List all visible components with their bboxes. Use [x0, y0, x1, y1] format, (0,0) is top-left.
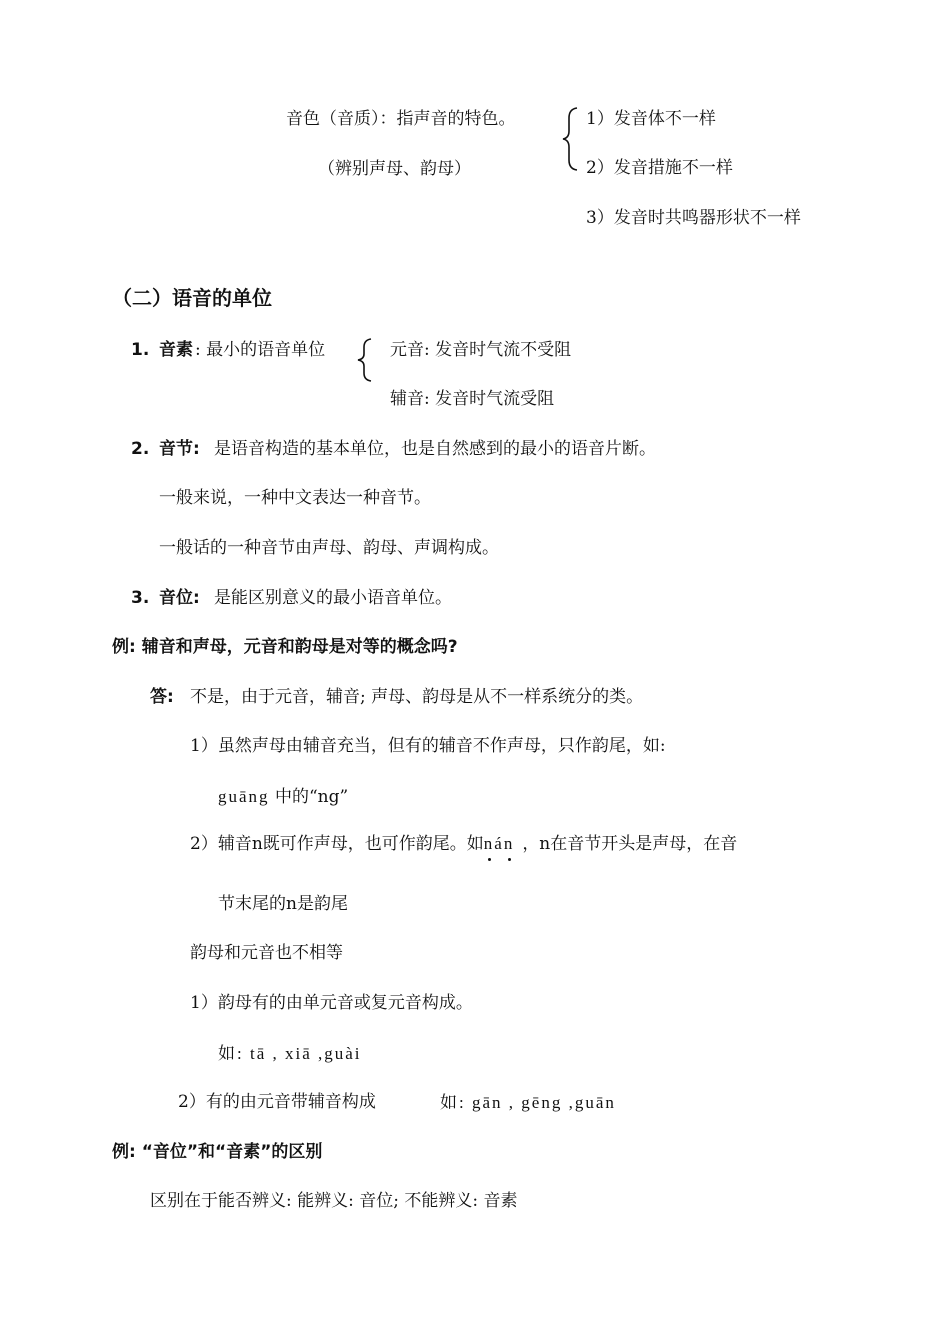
- answer-point-1-example: [218, 788, 348, 806]
- item3-term: 音位:: [159, 588, 200, 608]
- yunmu-point-1: 1）韵母有的由单元音或复元音构成。: [190, 993, 473, 1013]
- timbre-point-3: 3）发音时共鸣器形状不一样: [586, 208, 801, 228]
- pinyin-nan-vowel: á: [494, 834, 504, 853]
- item2-line3: 一般话的一种音节由声母、韵母、声调构成。: [159, 538, 499, 558]
- item1-desc: : 最小的语音单位: [195, 340, 326, 360]
- answer-point-2: [190, 835, 737, 853]
- yunmu-point-1-example: 如: tā , xiā ,guài: [218, 1044, 362, 1063]
- timbre-sub: （辨别声母、韵母）: [318, 159, 471, 179]
- pinyin-guang: guāng: [218, 787, 270, 806]
- pinyin-nan-initial-n: n: [483, 834, 495, 853]
- item1-number: 1.: [131, 340, 150, 360]
- example1-question: 例: 辅音和声母，元音和韵母是对等的概念吗?: [112, 637, 458, 657]
- answer-point-1: 1）虽然声母由辅音充当，但有的辅音不作声母，只作韵尾，如:: [190, 736, 666, 756]
- item1-term: 音素: [159, 340, 193, 360]
- example2-heading: 例: “音位”和“音素”的区别: [112, 1142, 323, 1162]
- item2-line2: 一般来说，一种中文表达一种音节。: [159, 488, 431, 508]
- timbre-point-1: 1）发音体不一样: [586, 109, 716, 129]
- brace-timbre: [561, 106, 581, 172]
- section-heading: （二）语音的单位: [112, 286, 272, 310]
- item2-desc: 是语音构造的基本单位，也是自然感到的最小的语音片断。: [214, 439, 656, 459]
- answer-label: 答:: [150, 687, 174, 707]
- item1-vowel: 元音: 发音时气流不受阻: [390, 340, 572, 360]
- item1-consonant: 辅音: 发音时气流受阻: [390, 389, 555, 409]
- item3-number: 3.: [131, 588, 150, 608]
- answer-point-2-cont: 节末尾的n是韵尾: [218, 894, 348, 914]
- pinyin-nan-final-n: n: [503, 834, 515, 853]
- answer-text: 不是，由于元音，辅音; 声母、韵母是从不一样系统分的类。: [190, 687, 644, 707]
- timbre-label: 音色（音质）：指声音的特色。: [286, 109, 516, 129]
- yunmu-point-2-example: 如: gān , gēng ,guān: [440, 1093, 616, 1112]
- yunmu-statement: 韵母和元音也不相等: [190, 943, 343, 963]
- item2-term: 音节:: [159, 439, 200, 459]
- timbre-point-2: 2）发音措施不一样: [586, 158, 733, 178]
- item2-number: 2.: [131, 439, 150, 459]
- answer-point-2-post: ，n在音节开头是声母，在音: [522, 834, 738, 854]
- answer-point-2-pre: 2）辅音n既可作声母，也可作韵尾。如: [190, 834, 484, 854]
- item3-desc: 是能区别意义的最小语音单位。: [214, 588, 452, 608]
- brace-phoneme: [355, 337, 375, 383]
- example2-text: 区别在于能否辨义: 能辨义: 音位; 不能辨义: 音素: [150, 1191, 518, 1211]
- yunmu-point-2: 2）有的由元音带辅音构成: [178, 1092, 376, 1112]
- ng-note: 中的“ng”: [274, 787, 349, 807]
